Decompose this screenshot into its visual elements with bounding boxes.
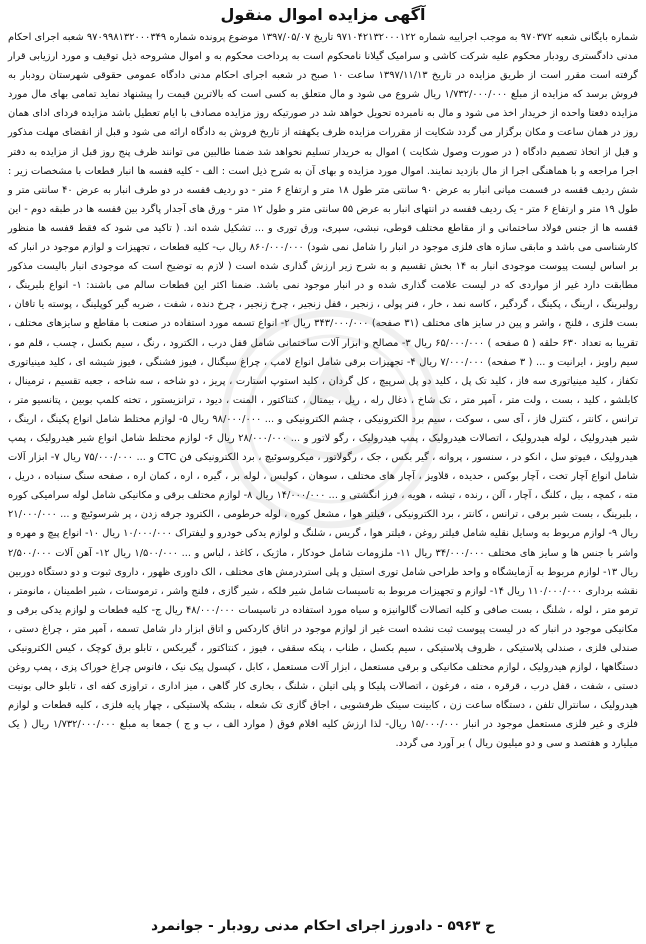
notice-footer-signature: ح ۵۹۶۳ - دادورز اجرای احکام مدنی رودبار - جوانمرد bbox=[151, 918, 495, 934]
notice-title: آگهی مزایده اموال منقول bbox=[220, 5, 426, 24]
notice-body-text: شماره بایگانی شعبه ۹۷۰۳۷۲ به موجب اجراییه شماره ۹۷۱۰۴۲۱۳۲۰۰۰۱۲۲ تاریخ ۱۳۹۷/۰۵/۰۷ موضوع پرونده شماره ۹۷۰۹۹۸۱۳۲۰۰۰۳۴۹ شعبه اجرای احکام مدنی دادگستری رودبار محکوم علیه شرکت کاشی و سرامیک گیلانا نامحکوم است به پرداخت محکوم به و اموال مشروحه ذیل توقیف و مورد ارزیابی قرار گرفته است مقرر است از طریق مزایده در تاریخ ۱۳۹۷/۱۱/۱۳ ساعت ۱۰ صبح در شعبه اجرای احکام مدنی دادگاه عمومی حقوقی شهرستان رودبار به فروش برسد که مزایده از مبلغ ۱/۷۳۲/۰۰۰/۰۰۰ ریال شروع می شود و مال متعلق به کسی است که بالاترین قیمت را پیشنهاد نماید تمامی بهای مال مورد مزایده دفعتا واحده از خریدار اخذ می شود و مال به نامبرده تحویل خواهد شد در صورتیکه روز مزایده مصادف با ایام تعطیل باشد مزایده فردای ادای همان روز در همان ساعت و مکان برگزار می گردد شکایت از مقررات مزایده ظرف یکهفته از تاریخ فروش به دادگاه ارائه می شود و قبل از انقضای مهلت مذکور و قبل از اتخاذ تصمیم دادگاه ( در صورت وصول شکایت ) اموال به خریدار تسلیم نخواهد شد ضمنا طالبین می توانند ظرف پنج روز قبل از مزایده به دفتر اجرا مراجعه و با هماهنگی اجرا از مال بازدید نمایند. اموال مورد مزایده و بهای آن به شرح ذیل است : الف - کلیه قفسه ها انبار قطعات با مشخصات زیر : شش ردیف قفسه در قسمت میانی انبار به عرض ۹۰ سانتی متر طول ۱۸ متر و ارتفاع ۶ متر - دو ردیف قفسه در دو طرف انبار به عرض ۴۰ سانتی متر و طول ۱۹ متر و ارتفاع ۶ متر - یک ردیف قفسه در انتهای انبار به عرض ۵۵ سانتی متر و طول ۱۲ متر - ورق های آجدار پاگرد بین قفسه ها در طبقه دوم - این قفسه ها از جنس فولاد ساختمانی و از مقاطع مختلف قوطی، نبشی، سپری، ورق توری و ... تشکیل شده اند. ( تاکید می شود که فقط قفسه ها منظور کارشناسی می باشد و مابقی سازه های فلزی موجود در انبار را شامل نمی شود) ۸۶۰/۰۰۰/۰۰۰ ریال ب- کلیه قطعات ، تجهیزات و لوازم موجود در انبار که بر اساس لیست پیوست موجودی انبار به ۱۴ بخش تقسیم و به شرح زیر ارزش گذاری شده است ( لازم به توضیح است که موجودی انبار بالیست مذکور مطابقت دارد غیر از مواردی که در لیست علامت گذاری شده و در انبار موجود نمی باشد. ضمنا اکثر این قطعات سالم می باشند: ۱- انواع بلبرینگ ، رولبرینگ ، ارینگ ، پکینگ ، گردگیر ، کاسه نمد ، خار ، فنر پولی ، زنجیر ، قفل زنجیر ، چرخ زنجیر ، چرخ دنده ، شفت ، ضربه گیر کوپلینگ ، پوسته یا تاقان ، بست فلزی ، فلنج ، واشر و پین در سایز های مختلف (۳۱ صفحه) ۳۴۳/۰۰۰/۰۰۰ ریال ۲- انواع تسمه مورد استفاده در صنعت با مقاطع و سایزهای مختلف ، تقریبا به تعداد ۶۳۰ حلقه ( ۵ صفحه ) ۶۵/۰۰۰/۰۰۰ ریال ۳- مصالح و ابزار آلات ساختمانی شامل قفل درب ، الکترود ، رنگ ، سیم بکسل ، چسب ، قلم مو ، سیم راویز ، ایرانیت و ... ( ۳ صفحه) ۷/۰۰۰/۰۰۰ ریال ۴- تجهیزات برقی شامل انواع لامپ ، چراغ سیگنال ، فیوز فشنگی ، فیوز شیشه ای ، کلید مینیاتوری تکفاز ، کلید مینیاتوری سه فاز ، کلید تک پل ، کلید دو پل سرپیچ ، کل گردان ، کلید استوپ استارت ، پریز ، دو شاخه ، سه شاخه ، جعبه تقسیم ، ترمینال ، کابلشو ، کلید ، بست ، ولت متر ، آمپر متر ، تک شاخ ، ذغال رله ، ریل ، بیمتال ، کنتاکتور ، المنت ، دیود ، ترانزیستور ، تخته کلمپ بوبین ، پتانسیو متر ، ترانس ، کانتر ، کنترل فاز ، آی سی ، سوکت ، سیم برد الکترونیکی ، چشم الکترونیکی و ... ۹۸/۰۰۰/۰۰۰ ریال ۵- لوازم مختلط شامل انواع پکینگ ، ارینگ ، شیر هیدرولیک ، لوله هیدرولیک ، اتصالات هیدرولیک ، پمپ هیدرولیک ، رگو لاتور و ... ۲۸/۰۰۰/۰۰۰ ریال ۶- لوازم مختلط شامل انواع شیر هیدرولیک ، پمپ هیدرولیک ، فیوتو سل ، انکو در ، سنسور ، پروانه ، گیر بکس ، جک ، رگولاتور ، میکروسوئیچ ، برد الکترونیکی فن CTC و ... ۷۵/۰۰۰/۰۰۰ ریال ۷- ابزار آلات شامل انواع آچار تخت ، آچار بوکس ، حدیده ، قلاویز ، آچار های مختلف ، سوهان ، کولیس ، لوله بر ، گیره ، اره ، کمان اره ، صفحه سنگ سنباده ، دریل ، مته ، کمچه ، بیل ، کلنگ ، آچار ، آلن ، رنده ، تیشه ، هویه ، فرز انگشتی و ... ۱۴/۰۰۰/۰۰۰ ریال ۸- لوازم مختلف برقی و مکانیکی شامل لوله سرامیکی کوره ، بلبرینگ ، بست شیر برقی ، ترانس ، کانتر ، برد الکترونیکی ، فیلتر هوا ، مشعل کوره ، لوله خرطومی ، الکترود جرقه زدن ، پر شرسوئیچ و ... ۲۱/۰۰۰/۰۰۰ ریال ۹- لوازم مربوط به وسایل نقلیه شامل فیلتر روغن ، فیلتر هوا ، گریس ، شلنگ و لوازم یدکی خودرو و لیفتراک ۱۰/۰۰۰/۰۰۰ ریال ۱۰- انواع پیچ و مهره و واشر با جنس ها و سایز های مختلف ۳۴/۰۰۰/۰۰۰ ریال ۱۱- ملزومات شامل خودکار ، ماژیک ، کاغذ ، لباس و ... ۱/۵۰۰/۰۰۰ ریال ۱۲- آهن آلات ۲/۵۰۰/۰۰۰ ریال ۱۳- لوازم مربوط به آزمایشگاه و واحد طراحی شامل توری استیل و پلی استردرمش های مختلف ، الک داوری ظهور ، داروی ثبوت و دو دستگاه دوربین نقشه برداری ۱۱۰/۰۰۰/۰۰۰ ریال ۱۴- لوازم و تجهیزات مربوط به تاسیسات شامل شیر فلکه ، شیر گازی ، فلنج واشر ، ترموستات ، شیر اطمینان ، مانومتر ، ترمو متر ، لوله ، شلنگ ، بست صافی و کلیه اتصالات گالوانیزه و سیاه مورد استفاده در تاسیسات ۴۸/۰۰۰/۰۰۰ ریال ج- کلیه قطعات و لوازم یدکی برقی و مکانیکی موجود در انبار که در لیست پیوست ثبت نشده است غیر از لوازم موجود در اتاق کاردکس و اتاق ابزار دار شامل تسمه ، آمپر متر ، چراغ دستی ، صندلی فلزی ، صندلی پلاستیکی ، ظروف پلاستیکی ، سیم بکسل ، طناب ، پنکه سقفی ، فیوز ، کنتاکتور ، گیربکس ، تابلو برق کوچک ، کیس الکترونیکی دستگاهها ، لوازم هیدرولیک ، لوازم مختلف مکانیکی و برقی مستعمل ، ابزار آلات مستعمل ، کابل ، کپسول پیک نیک ، فانوس چراغ خوراک پزی ، پمپ روغن دستی ، شفت ، قفل درب ، قرقره ، مته ، فرغون ، اتصالات پلیکا و پلی اتیلن ، شلنگ ، بخاری کار گاهی ، میز اداری ، تراوزی کفه ای ، تابلو خالی بونیت هیدرولیک ، سانترال تلفن ، دستگاه ساعت زن ، کابینت سینک ظرفشویی ، اجاق گازی تک شعله ، بشکه پلاستیکی ، چهار پایه فلزی ، کلیه قطعات و لوازم فلزی و غیر فلزی مستعمل موجود در انبار ۱۵/۰۰۰/۰۰۰ ریال- لذا ارزش کلیه اقلام فوق ( موارد الف ، ب و ج ) جمعا به مبلغ ۱/۷۳۲/۰۰۰/۰۰۰ ریال ( یک میلیارد و هفتصد و سی و دو میلیون ریال ) بر آورد می گردد. bbox=[8, 32, 639, 750]
notice-clipping bbox=[6, 4, 640, 940]
